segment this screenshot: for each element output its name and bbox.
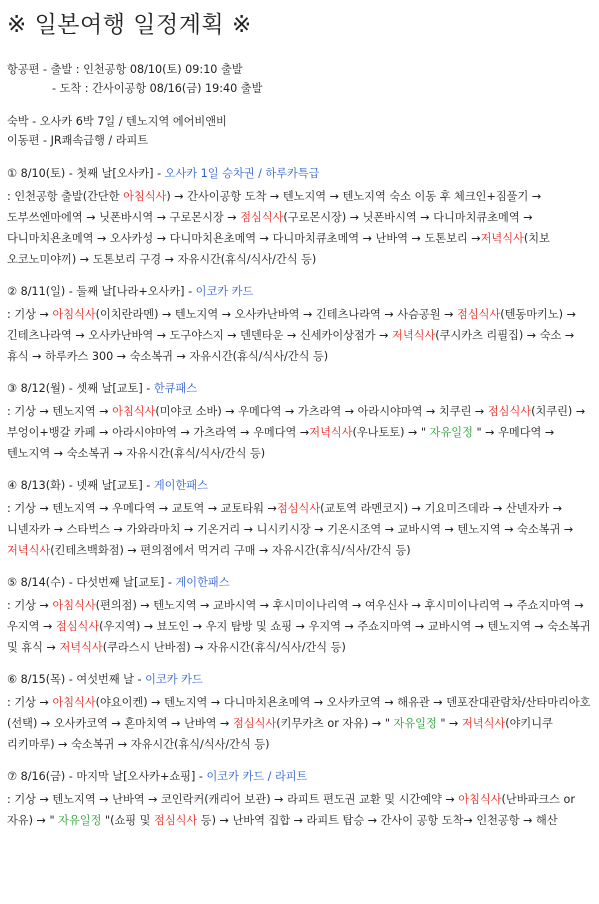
ticket-pass-label: 이코카 카드 / 라피트 bbox=[206, 770, 308, 783]
meal-highlight: 저녁식사 bbox=[309, 426, 353, 439]
meal-highlight: 점심식사 bbox=[154, 814, 198, 827]
meal-highlight: 아침식사 bbox=[458, 793, 502, 806]
route-text: : 기상 → bbox=[7, 696, 53, 709]
route-text: (킨테츠백화점) → 편의점에서 먹거리 구매 → 자유시간(휴식/식사/간식 등) bbox=[50, 544, 411, 557]
ticket-pass-label: 한큐패스 bbox=[153, 382, 198, 395]
route-text: (키무카츠 or 자유) → " bbox=[276, 717, 394, 730]
meal-highlight: 저녁식사 bbox=[480, 232, 524, 245]
route-text: " → bbox=[436, 717, 462, 730]
day-route bbox=[7, 304, 596, 367]
route-text: (치보 오코노미야끼) → 도톤보리 구경 → 자유시간(휴식/식사/간식 등) bbox=[7, 232, 550, 266]
lodging-line: 숙박 - 오사카 6박 7일 / 텐노지역 에어비앤비 bbox=[7, 115, 227, 128]
day-section bbox=[7, 164, 596, 270]
meal-highlight: 점심식사 bbox=[276, 502, 321, 515]
day-section bbox=[7, 573, 596, 658]
day-heading bbox=[7, 282, 596, 301]
free-schedule-highlight: 자유일정 bbox=[58, 814, 102, 827]
route-text: (쿠시카츠 리필집) → 숙소 → 휴식 → 하루카스 300 → 숙소복귀 → 자유시간(휴식/식사/간식 등) bbox=[7, 329, 575, 363]
route-text: (우지역) → 뵤도인 → 우지 탐방 및 쇼핑 → 우지역 → 주쇼지마역 → 교바시역 → 텐노지역 → 숙소복귀 및 휴식 → bbox=[7, 620, 591, 654]
day-route bbox=[7, 401, 596, 464]
day-heading-text: ② 8/11(일) - 둘째 날[나라+오사카] - bbox=[7, 285, 196, 298]
route-text: (난바파크스 or 자유) → " bbox=[7, 793, 575, 827]
day-heading-text: ⑥ 8/15(목) - 여섯번째 날 - bbox=[7, 673, 146, 686]
day-route bbox=[7, 498, 596, 561]
meal-highlight: 점심식사 bbox=[240, 211, 284, 224]
day-heading bbox=[7, 767, 596, 786]
ticket-pass-label: 게이한패스 bbox=[175, 576, 230, 589]
route-text: 등) → 난바역 집합 → 라피트 탑승 → 간사이 공항 도착→ 인천공항 → 해산 bbox=[197, 814, 558, 827]
meal-highlight: 아침식사 bbox=[123, 190, 167, 203]
meal-highlight: 아침식사 bbox=[52, 308, 96, 321]
route-text: (구로몬시장) → 닛폰바시역 → 다니마치큐초메역 → 다니마치욘초메역 → 오사카성 → 다니마치욘초메역 → 다니마치큐초메역 → 난바역 → 도톤보리 → bbox=[7, 211, 533, 245]
day-section bbox=[7, 670, 596, 755]
free-schedule-highlight: 자유일정 bbox=[393, 717, 437, 730]
meal-highlight: 저녁식사 bbox=[7, 544, 51, 557]
meal-highlight: 점심식사 bbox=[55, 620, 100, 633]
day-list bbox=[7, 164, 599, 831]
day-heading-text: ③ 8/12(월) - 셋째 날[교토] - bbox=[7, 382, 154, 395]
route-text: : 기상 → bbox=[7, 308, 53, 321]
route-text: "(쇼핑 및 bbox=[101, 814, 155, 827]
day-route bbox=[7, 692, 596, 755]
ticket-pass-label: 이코카 카드 bbox=[195, 285, 254, 298]
route-text: (편의점) → 텐노지역 → 교바시역 → 후시미이나리역 → 여우신사 → 후시미이나리역 → 주쇼지마역 → 우지역 → bbox=[7, 599, 584, 633]
meal-highlight: 아침식사 bbox=[52, 599, 96, 612]
flight-departure-line: 항공편 - 출발 : 인천공항 08/10(토) 09:10 출발 bbox=[7, 63, 243, 76]
day-heading-text: ① 8/10(토) - 첫째 날[오사카] - bbox=[7, 167, 165, 180]
lodging-transport-info bbox=[7, 112, 599, 150]
day-heading-text: ⑤ 8/14(수) - 다섯번째 날[교토] - bbox=[7, 576, 176, 589]
route-text: (야요이켄) → 텐노지역 → 다니마치욘초메역 → 오사카코역 → 해유관 → 덴포잔대관람차/산타마리아호(선택) → 오사카코역 → 혼마치역 → 난바역 → bbox=[7, 696, 591, 730]
route-text: : 기상 → 텐노지역 → 우메다역 → 교토역 → 교토타워 → bbox=[7, 502, 277, 515]
day-section bbox=[7, 282, 596, 367]
day-heading bbox=[7, 164, 596, 183]
ticket-pass-label: 오사카 1일 승차권 / 하루카특급 bbox=[164, 167, 320, 180]
route-text: : 기상 → 텐노지역 → bbox=[7, 405, 113, 418]
day-section bbox=[7, 767, 596, 831]
ticket-pass-label: 게이한패스 bbox=[153, 479, 208, 492]
day-heading-text: ⑦ 8/16(금) - 마지막 날[오사카+쇼핑] - bbox=[7, 770, 207, 783]
ticket-pass-label: 이코카 카드 bbox=[145, 673, 203, 686]
day-heading bbox=[7, 670, 596, 689]
day-heading bbox=[7, 476, 596, 495]
flight-info bbox=[7, 60, 599, 98]
route-text: : 기상 → bbox=[7, 599, 53, 612]
meal-highlight: 점심식사 bbox=[457, 308, 501, 321]
day-section bbox=[7, 476, 596, 561]
route-text: ) → 간사이공항 도착 → 텐노지역 → 텐노지역 숙소 이동 후 체크인+짐풀기 → 도부쓰엔마에역 → 닛폰바시역 → 구로몬시장 → bbox=[7, 190, 542, 224]
day-route bbox=[7, 789, 596, 831]
flight-arrival-line: - 도착 : 간사이공항 08/16(금) 19:40 출발 bbox=[52, 82, 263, 95]
day-route bbox=[7, 186, 596, 270]
route-text: (쿠라스시 난바점) → 자유시간(휴식/식사/간식 등) bbox=[102, 641, 346, 654]
route-text: (우나토토) → " bbox=[352, 426, 430, 439]
route-text: (텐동마키노) → 긴테츠나라역 → 오사카난바역 → 도구야스지 → 덴덴타운 → 신세카이상점가 → bbox=[7, 308, 576, 342]
route-text: : 인천공항 출발(간단한 bbox=[7, 190, 124, 203]
meal-highlight: 저녁식사 bbox=[392, 329, 436, 342]
day-heading bbox=[7, 379, 596, 398]
meal-highlight: 아침식사 bbox=[52, 696, 96, 709]
page-title: ※ 일본여행 일정계획 ※ bbox=[7, 12, 252, 38]
transport-line: 이동편 - JR쾌속급행 / 라피트 bbox=[7, 134, 149, 147]
route-text: (교토역 라멘코지) → 기요미즈데라 → 산넨자카 → 니넨자카 → 스타벅스 → 가와라마치 → 기온거리 → 니시키시장 → 기온시조역 → 교바시역 → 텐노지역 → 숙소복귀 → bbox=[7, 502, 574, 536]
day-section bbox=[7, 379, 596, 464]
route-text: (치쿠린) → 부엉이+뱅갈 카페 → 아라시야마역 → 가츠라역 → 우메다역 → bbox=[7, 405, 586, 439]
meal-highlight: 저녁식사 bbox=[461, 717, 506, 730]
day-route bbox=[7, 595, 596, 658]
meal-highlight: 점심식사 bbox=[232, 717, 277, 730]
route-text: (이치란라멘) → 텐노지역 → 오사카난바역 → 긴테츠나라역 → 사슴공원 → bbox=[95, 308, 458, 321]
route-text: (야키니쿠 리키마루) → 숙소복귀 → 자유시간(휴식/식사/간식 등) bbox=[7, 717, 553, 751]
route-text: (미야코 소바) → 우메다역 → 가츠라역 → 아라시야마역 → 치쿠린 → bbox=[155, 405, 488, 418]
day-heading bbox=[7, 573, 596, 592]
route-text: " → 우메다역 → 텐노지역 → 숙소복귀 → 자유시간(휴식/식사/간식 등) bbox=[7, 426, 555, 460]
meal-highlight: 아침식사 bbox=[112, 405, 156, 418]
free-schedule-highlight: 자유일정 bbox=[429, 426, 473, 439]
day-heading-text: ④ 8/13(화) - 넷째 날[교토] - bbox=[7, 479, 154, 492]
meal-highlight: 저녁식사 bbox=[59, 641, 103, 654]
route-text: : 기상 → 텐노지역 → 난바역 → 코인락커(캐리어 보관) → 라피트 편도권 교환 및 시간예약 → bbox=[7, 793, 459, 806]
meal-highlight: 점심식사 bbox=[487, 405, 532, 418]
